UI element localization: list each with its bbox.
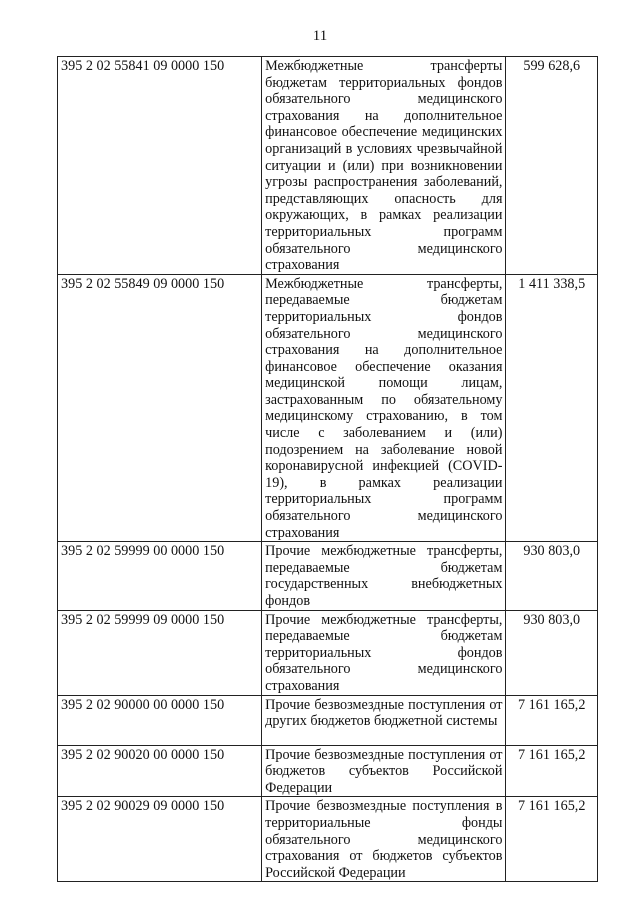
amount: 7 161 165,2 <box>506 745 598 797</box>
revenue-name: Межбюджетные трансферты, передаваемые бюджетам территориальных фондов обязательного медицинского страхования на дополнительное финансовое обеспечение оказания медицинской помощи лицам, застрахованным по обязательному медицинскому страхованию, в том числе с заболеванием и (или) подозрением на заболевание новой коронавирусной инфекцией (COVID-19), в рамках реализации территориальных программ обязательного медицинского страхования <box>262 274 506 542</box>
revenue-name: Межбюджетные трансферты бюджетам территориальных фондов обязательного медицинского страхования на дополнительное финансовое обеспечение медицинских организаций в условиях чрезвычайной ситуации и (или) при возникновении угрозы распространения заболеваний, представляющих опасность для окружающих, в рамках реализации территориальных программ обязательного медицинского страхования <box>262 57 506 275</box>
table-row <box>58 542 598 610</box>
table-row <box>58 695 598 745</box>
table-row <box>58 745 598 797</box>
revenue-name: Прочие безвозмездные поступления в территориальные фонды обязательного медицинского страхования от бюджетов субъектов Российской Федерации <box>262 797 506 882</box>
amount: 7 161 165,2 <box>506 797 598 882</box>
table-row <box>58 797 598 882</box>
table-row <box>58 274 598 542</box>
revenue-name: Прочие межбюджетные трансферты, передаваемые бюджетам государственных внебюджетных фондов <box>262 542 506 610</box>
revenue-name: Прочие межбюджетные трансферты, передаваемые бюджетам территориальных фондов обязательного медицинского страхования <box>262 610 506 695</box>
revenue-name: Прочие безвозмездные поступления от бюджетов субъектов Российской Федерации <box>262 745 506 797</box>
budget-revenue-table <box>57 56 598 882</box>
budget-code: 395 2 02 55849 09 0000 150 <box>58 274 262 542</box>
revenue-name: Прочие безвозмездные поступления от других бюджетов бюджетной системы <box>262 695 506 745</box>
amount: 599 628,6 <box>506 57 598 275</box>
table-row <box>58 57 598 275</box>
page-number: 11 <box>312 28 328 44</box>
amount: 930 803,0 <box>506 610 598 695</box>
table-row <box>58 610 598 695</box>
amount: 7 161 165,2 <box>506 695 598 745</box>
budget-code: 395 2 02 59999 00 0000 150 <box>58 542 262 610</box>
amount: 930 803,0 <box>506 542 598 610</box>
budget-code: 395 2 02 90029 09 0000 150 <box>58 797 262 882</box>
budget-code: 395 2 02 59999 09 0000 150 <box>58 610 262 695</box>
amount: 1 411 338,5 <box>506 274 598 542</box>
budget-code: 395 2 02 90020 00 0000 150 <box>58 745 262 797</box>
budget-code: 395 2 02 90000 00 0000 150 <box>58 695 262 745</box>
budget-code: 395 2 02 55841 09 0000 150 <box>58 57 262 275</box>
